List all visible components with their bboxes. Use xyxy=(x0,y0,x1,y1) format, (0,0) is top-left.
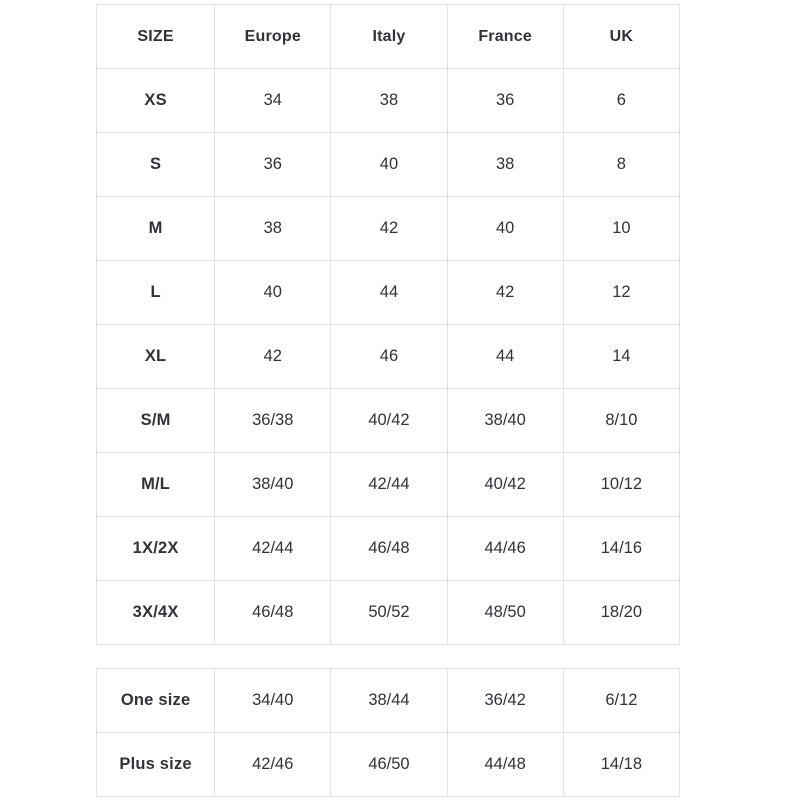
cell-uk: 8/10 xyxy=(563,389,679,453)
table-row xyxy=(97,261,680,325)
cell-uk: 14/18 xyxy=(563,733,679,797)
main-table-body xyxy=(97,69,680,645)
cell-france: 36 xyxy=(447,69,563,133)
column-header-europe: Europe xyxy=(215,5,331,69)
cell-italy: 40 xyxy=(331,133,447,197)
table-row xyxy=(97,733,680,797)
main-table-header xyxy=(97,5,680,69)
column-header-france: France xyxy=(447,5,563,69)
cell-france: 36/42 xyxy=(447,669,563,733)
cell-uk: 6/12 xyxy=(563,669,679,733)
cell-france: 44 xyxy=(447,325,563,389)
main-size-table xyxy=(96,4,680,645)
cell-italy: 38 xyxy=(331,69,447,133)
cell-europe: 38 xyxy=(215,197,331,261)
cell-europe: 42/46 xyxy=(215,733,331,797)
row-label: S/M xyxy=(97,389,215,453)
row-label: One size xyxy=(97,669,215,733)
cell-italy: 50/52 xyxy=(331,581,447,645)
table-header-row xyxy=(97,5,680,69)
table-row xyxy=(97,581,680,645)
cell-europe: 46/48 xyxy=(215,581,331,645)
cell-italy: 42 xyxy=(331,197,447,261)
cell-italy: 38/44 xyxy=(331,669,447,733)
row-label: 1X/2X xyxy=(97,517,215,581)
cell-uk: 14/16 xyxy=(563,517,679,581)
row-label: M xyxy=(97,197,215,261)
cell-france: 44/46 xyxy=(447,517,563,581)
main-size-table-container xyxy=(96,4,680,645)
cell-europe: 42 xyxy=(215,325,331,389)
row-label: 3X/4X xyxy=(97,581,215,645)
row-label: Plus size xyxy=(97,733,215,797)
cell-europe: 34 xyxy=(215,69,331,133)
cell-uk: 6 xyxy=(563,69,679,133)
cell-italy: 44 xyxy=(331,261,447,325)
cell-italy: 42/44 xyxy=(331,453,447,517)
table-row xyxy=(97,133,680,197)
table-row xyxy=(97,325,680,389)
cell-italy: 40/42 xyxy=(331,389,447,453)
cell-uk: 10 xyxy=(563,197,679,261)
table-row xyxy=(97,69,680,133)
cell-europe: 38/40 xyxy=(215,453,331,517)
column-header-uk: UK xyxy=(563,5,679,69)
cell-europe: 34/40 xyxy=(215,669,331,733)
cell-france: 42 xyxy=(447,261,563,325)
column-header-size: SIZE xyxy=(97,5,215,69)
cell-italy: 46/48 xyxy=(331,517,447,581)
cell-italy: 46 xyxy=(331,325,447,389)
secondary-table-body xyxy=(97,669,680,797)
cell-uk: 10/12 xyxy=(563,453,679,517)
cell-europe: 40 xyxy=(215,261,331,325)
table-row xyxy=(97,197,680,261)
cell-france: 38 xyxy=(447,133,563,197)
table-row xyxy=(97,517,680,581)
cell-uk: 14 xyxy=(563,325,679,389)
row-label: XL xyxy=(97,325,215,389)
cell-france: 40/42 xyxy=(447,453,563,517)
secondary-size-table xyxy=(96,668,680,797)
cell-france: 44/48 xyxy=(447,733,563,797)
column-header-italy: Italy xyxy=(331,5,447,69)
table-row xyxy=(97,389,680,453)
table-row xyxy=(97,669,680,733)
cell-uk: 12 xyxy=(563,261,679,325)
cell-uk: 8 xyxy=(563,133,679,197)
cell-france: 38/40 xyxy=(447,389,563,453)
cell-uk: 18/20 xyxy=(563,581,679,645)
cell-france: 48/50 xyxy=(447,581,563,645)
cell-italy: 46/50 xyxy=(331,733,447,797)
secondary-size-table-container xyxy=(96,668,680,797)
row-label: XS xyxy=(97,69,215,133)
row-label: L xyxy=(97,261,215,325)
row-label: S xyxy=(97,133,215,197)
cell-france: 40 xyxy=(447,197,563,261)
cell-europe: 36 xyxy=(215,133,331,197)
row-label: M/L xyxy=(97,453,215,517)
cell-europe: 36/38 xyxy=(215,389,331,453)
cell-europe: 42/44 xyxy=(215,517,331,581)
table-row xyxy=(97,453,680,517)
